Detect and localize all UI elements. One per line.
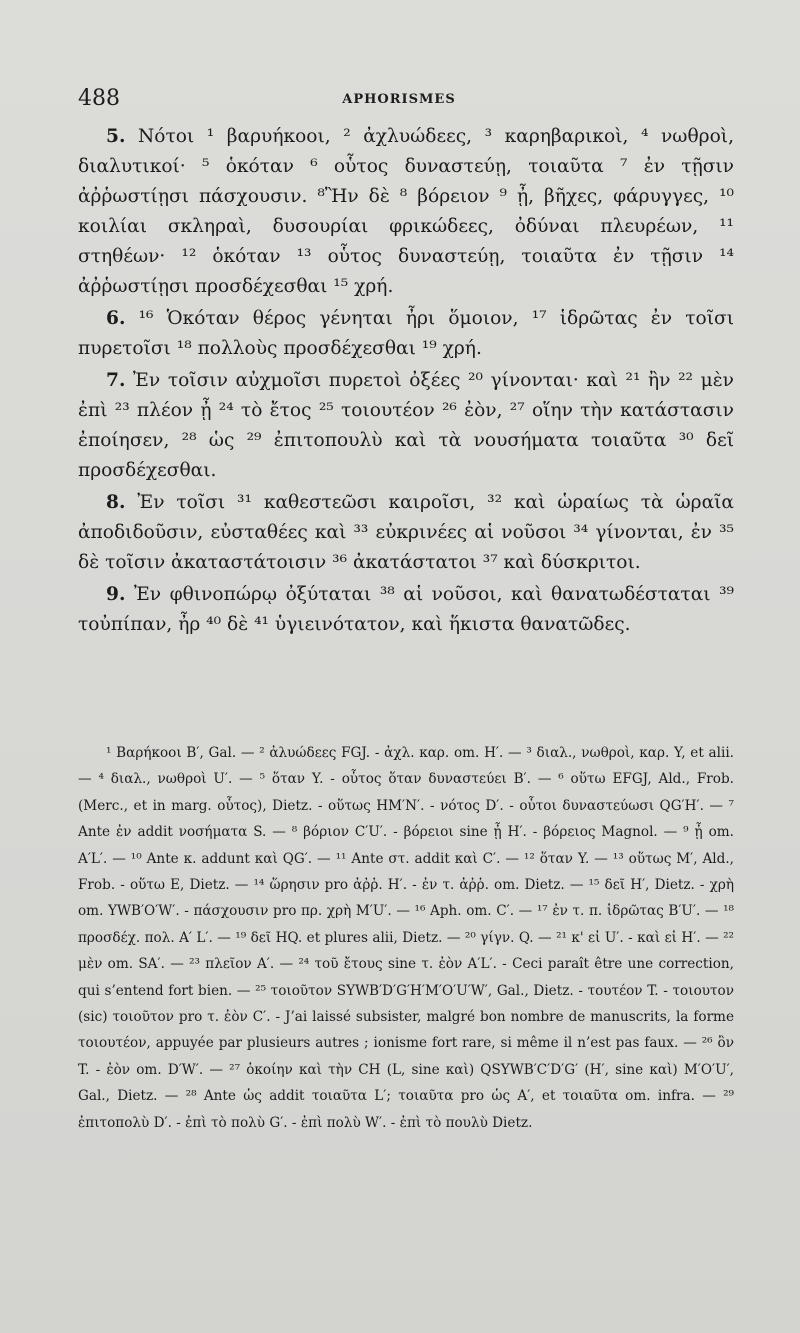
aphorism-text: Ἐν τοῖσιν αὐχμοῖσι πυρετοὶ ὀξέες ²⁰ γίνονται· καὶ ²¹ ἢν ²² μὲν ἐπὶ ²³ πλέον ᾖ ²⁴ τὸ ἔτος ²⁵ τοιουτέον ²⁶ ἐὸν, ²⁷ οἵην τὴν κατάστασιν ἐποίησεν, ²⁸ ὡς ²⁹ ἐπιτοπουλὺ καὶ τὰ νουσήματα τοιαῦτα ³⁰ δεῖ προσδέχεσθαι. bbox=[78, 370, 734, 481]
aphorism-number: 9. bbox=[106, 584, 126, 605]
aphorism-text: ¹⁶ Ὁκόταν θέρος γένηται ἦρι ὅμοιον, ¹⁷ ἱδρῶτας ἐν τοῖσι πυρετοῖσι ¹⁸ πολλοὺς προσδέχεσθαι ¹⁹ χρή. bbox=[78, 308, 734, 359]
footnotes bbox=[78, 740, 734, 1136]
page-header bbox=[78, 86, 720, 116]
aphorism-number: 5. bbox=[106, 126, 126, 147]
footnotes-text: ¹ Βαρήκοοι B′, Gal. — ² ἀλυώδεες FGJ. - ἀχλ. καρ. om. H′. — ³ διαλ., νωθροὶ, καρ. Y, et alii. — ⁴ διαλ., νωθροὶ U′. — ⁵ ὅταν Y. - οὗτος ὅταν δυναστεύει B′. — ⁶ οὕτω EFGJ, Ald., Frob. (Merc., et in marg. οὗτος), Dietz. - οὕτως HM′N′. - νότος D′. - οὗτοι δυναστεύωσι QG′H′. — ⁷ Ante ἐν addit νοσήματα S. — ⁸ βόριον C′U′. - βόρειοι sine ᾖ H′. - βόρειος Magnol. — ⁹ ᾖ om. A′L′. — ¹⁰ Ante κ. addunt καὶ QG′. — ¹¹ Ante στ. addit καὶ C′. — ¹² ὅταν Y. — ¹³ οὕτως M′, Ald., Frob. - οὕτω E, Dietz. — ¹⁴ ὥρησιν pro ἀῤῥ. H′. - ἐν τ. ἀῤῥ. om. Dietz. — ¹⁵ δεῖ H′, Dietz. - χρὴ om. YWB′O′W′. - πάσχουσιν pro πρ. χρὴ M′U′. — ¹⁶ Aph. om. C′. — ¹⁷ ἐν τ. π. ἱδρῶτας B′U′. — ¹⁸ προσδέχ. πολ. A′ L′. — ¹⁹ δεῖ HQ. et plures alii, Dietz. — ²⁰ γίγν. Q. — ²¹ κ' εἰ U′. - καὶ εἰ H′. — ²² μὲν om. SA′. — ²³ πλεῖον A′. — ²⁴ τοῦ ἔτους sine τ. ἐὸν A′L′. - Ceci paraît être une correction, qui s’entend fort bien. — ²⁵ τοιοῦτον SYWB′D′G′H′M′O′U′W′, Gal., Dietz. - τουτέον T. - τοιουτον (sic) τοιοῦτον pro τ. ἐὸν C′. - J’ai laissé subsister, malgré bon nombre de manuscrits, la forme τοιουτέον, appuyée par plusieurs autres ; ionisme fort rare, si même il n’est pas faux. — ²⁶ ὂν T. - ἐὸν om. D′W′. — ²⁷ ὁκοίην καὶ τὴν CH (L, sine καὶ) QSYWB′C′D′G′ (H′, sine καὶ) M′O′U′, Gal., Dietz. — ²⁸ Ante ὡς addit τοιαῦτα L′; τοιαῦτα pro ὡς A′, et τοιαῦτα om. infra. — ²⁹ ἐπιτοπολὺ D′. - ἐπὶ τὸ πολὺ G′. - ἐπὶ πολὺ W′. - ἐπὶ τὸ πουλὺ Dietz. bbox=[78, 745, 734, 1131]
aphorism-number: 8. bbox=[106, 492, 126, 513]
aphorism-text: Ἐν τοῖσι ³¹ καθεστεῶσι καιροῖσι, ³² καὶ ὡραίως τὰ ὡραῖα ἀποδιδοῦσιν, εὐσταθέες καὶ ³³ εὐκρινέες αἱ νοῦσοι ³⁴ γίνονται, ἐν ³⁵ δὲ τοῖσιν ἀκαταστάτοισιν ³⁶ ἀκατάστατοι ³⁷ καὶ δύσκριτοι. bbox=[78, 492, 734, 573]
aphorism-8 bbox=[78, 488, 734, 578]
page-number: 488 bbox=[78, 86, 120, 111]
aphorism-7 bbox=[78, 366, 734, 486]
running-head: APHORISMES bbox=[342, 92, 456, 107]
aphorism-6 bbox=[78, 304, 734, 364]
aphorism-number: 6. bbox=[106, 308, 126, 329]
aphorism-9 bbox=[78, 580, 734, 640]
aphorism-text: Νότοι ¹ βαρυήκοοι, ² ἀχλυώδεες, ³ καρηβαρικοὶ, ⁴ νωθροὶ, διαλυτικοί· ⁵ ὁκόταν ⁶ οὗτος δυναστεύῃ, τοιαῦτα ⁷ ἐν τῇσιν ἀῤῥωστίῃσι πάσχουσιν. ⁸Ἢν δὲ ⁸ βόρειον ⁹ ᾖ, βῆχες, φάρυγγες, ¹⁰ κοιλίαι σκληραὶ, δυσουρίαι φρικώδεες, ὀδύναι πλευρέων, ¹¹ στηθέων· ¹² ὁκόταν ¹³ οὗτος δυναστεύῃ, τοιαῦτα ἐν τῇσιν ¹⁴ ἀῤῥωστίῃσι προσδέχεσθαι ¹⁵ χρή. bbox=[78, 126, 734, 297]
main-text bbox=[78, 122, 734, 642]
aphorism-text: Ἐν φθινοπώρῳ ὀξύταται ³⁸ αἱ νοῦσοι, καὶ θανατωδέσταται ³⁹ τοὐπίπαν, ἦρ ⁴⁰ δὲ ⁴¹ ὑγιεινότατον, καὶ ἥκιστα θανατῶδες. bbox=[78, 584, 734, 635]
aphorism-5 bbox=[78, 122, 734, 302]
aphorism-number: 7. bbox=[106, 370, 126, 391]
